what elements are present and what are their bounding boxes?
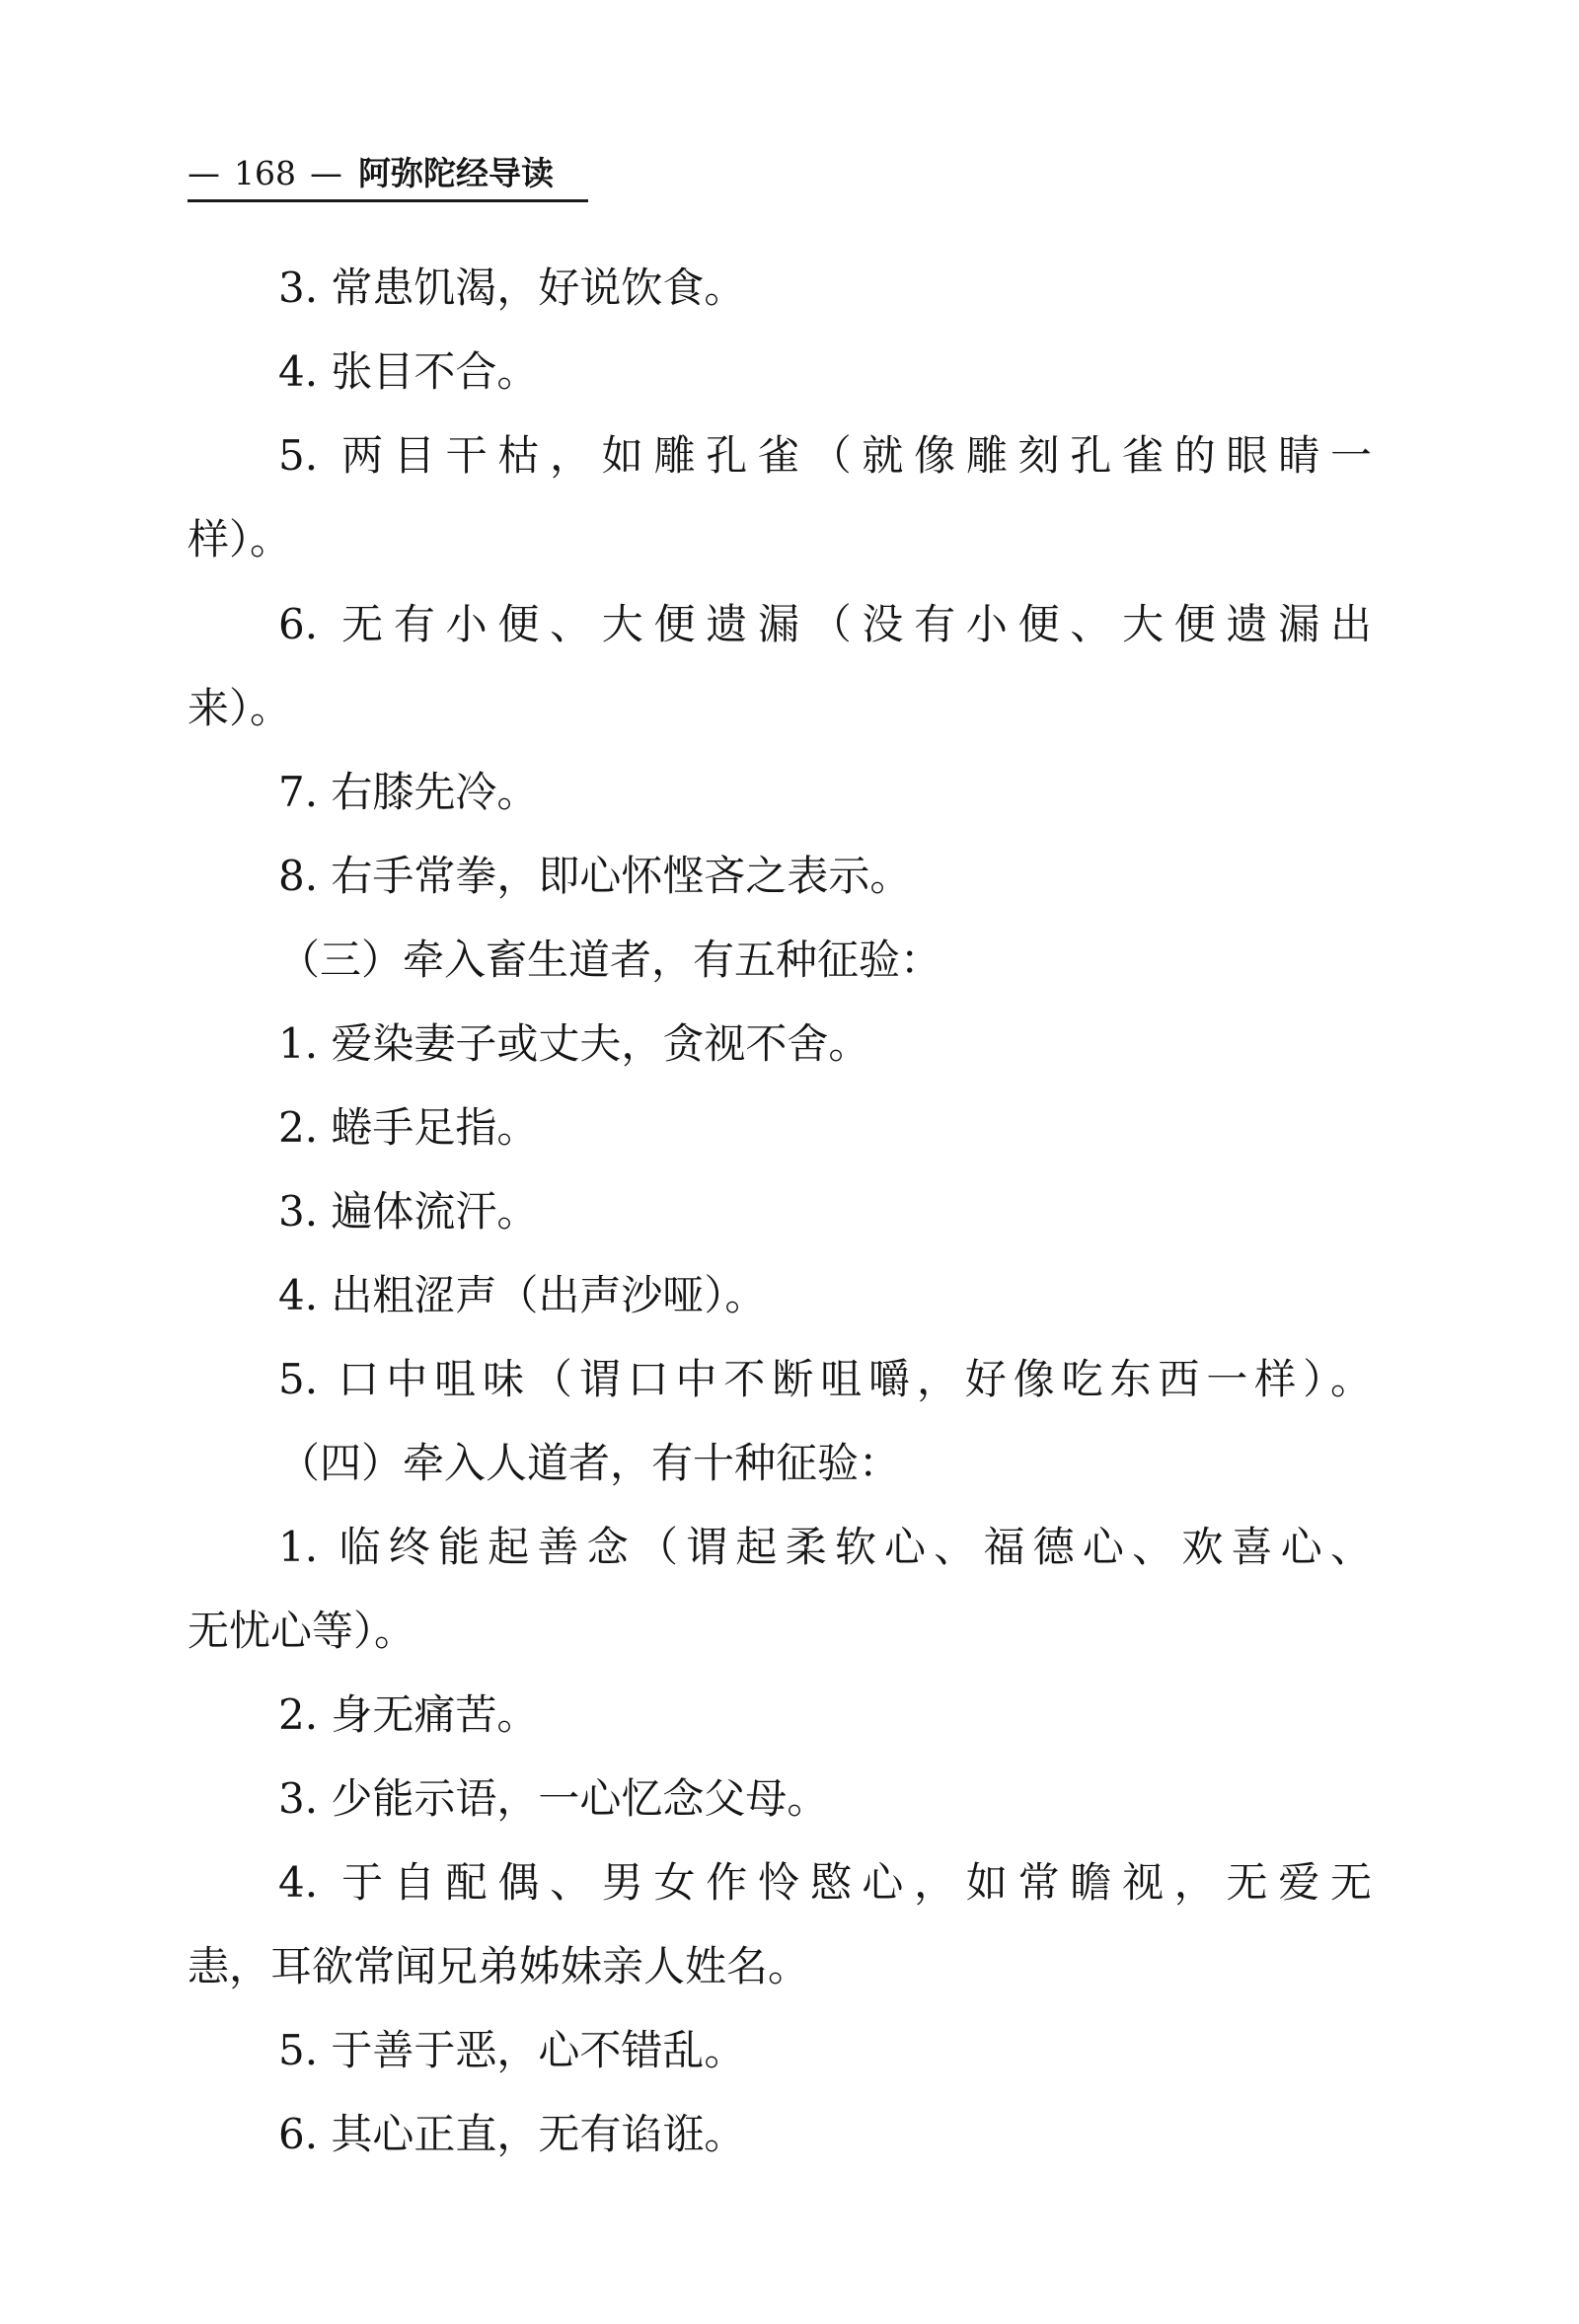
text-line: 2. 蜷手足指。 <box>278 1103 539 1152</box>
text-line: 5. 口中咀味（谓口中不断咀嚼，好像吃东西一样）。 <box>278 1355 1372 1403</box>
text-line: 3. 少能示语，一心忆念父母。 <box>278 1774 829 1823</box>
text-line: 2. 身无痛苦。 <box>278 1690 539 1739</box>
text-line: 6. 无有小便、大便遗漏（没有小便、大便遗漏出 <box>278 600 1372 648</box>
section-heading: （四）牵入人道者，有十种征验： <box>278 1439 901 1487</box>
text-line: 4. 张目不合。 <box>278 347 539 396</box>
header-dash-right: — <box>310 154 342 192</box>
text-line: 恚，耳欲常闻兄弟姊妹亲人姓名。 <box>188 1942 810 1990</box>
book-title: 阿弥陀经导读 <box>358 154 554 192</box>
running-header <box>188 148 588 202</box>
text-line: 3. 遍体流汗。 <box>278 1187 539 1236</box>
header-dash-left: — <box>188 154 220 192</box>
text-line: 1. 爱染妻子或丈夫，贪视不舍。 <box>278 1019 870 1068</box>
text-line: 无忧心等）。 <box>188 1607 416 1655</box>
page-number: 168 <box>234 154 296 192</box>
section-heading: （三）牵入畜生道者，有五种征验： <box>278 936 942 984</box>
text-line: 5. 两目干枯，如雕孔雀（就像雕刻孔雀的眼睛一 <box>278 431 1372 480</box>
text-line: 6. 其心正直，无有谄诳。 <box>278 2110 746 2158</box>
text-line: 1. 临终能起善念（谓起柔软心、福德心、欢喜心、 <box>278 1523 1372 1571</box>
text-line: 8. 右手常拳，即心怀悭吝之表示。 <box>278 852 912 900</box>
text-line: 7. 右膝先冷。 <box>278 768 539 816</box>
text-line: 4. 于自配偶、男女作怜愍心，如常瞻视，无爱无 <box>278 1858 1372 1907</box>
text-line: 来）。 <box>188 684 292 732</box>
text-line: 3. 常患饥渴，好说饮食。 <box>278 263 746 312</box>
text-line: 样）。 <box>188 515 292 563</box>
text-line: 4. 出粗涩声（出声沙哑）。 <box>278 1271 767 1319</box>
text-line: 5. 于善于恶，心不错乱。 <box>278 2026 746 2074</box>
